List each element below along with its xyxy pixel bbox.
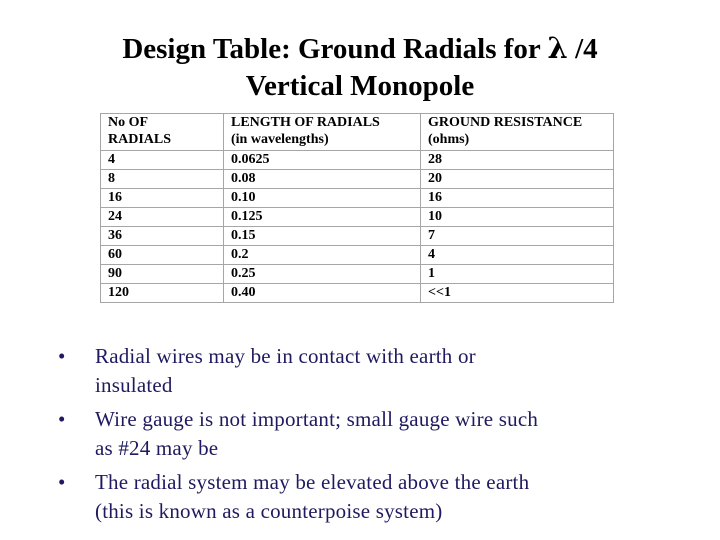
table-cell: 0.125 <box>224 208 421 227</box>
bullet-dot-icon: • <box>58 407 66 431</box>
bullet-text-line: insulated <box>95 373 173 397</box>
lambda-symbol: λ <box>547 31 568 65</box>
table-cell: 0.25 <box>224 265 421 284</box>
table-cell: 24 <box>101 208 224 227</box>
table-cell: 16 <box>101 189 224 208</box>
table-cell: 20 <box>421 170 614 189</box>
header-text: GROUND RESISTANCE <box>428 115 583 130</box>
title-line-1 <box>0 30 720 68</box>
table-cell: 0.40 <box>224 284 421 303</box>
table-cell: 16 <box>421 189 614 208</box>
title-text-after: /4 <box>567 33 598 65</box>
table-cell: 0.08 <box>224 170 421 189</box>
header-cell-radials <box>101 114 224 151</box>
table-row <box>101 227 614 246</box>
table-cell: 28 <box>421 151 614 170</box>
bullet-dot-icon: • <box>58 344 66 368</box>
bullet-dot-icon: • <box>58 470 66 494</box>
table-cell: 4 <box>421 246 614 265</box>
table-cell: 0.15 <box>224 227 421 246</box>
design-table <box>100 113 614 303</box>
bullet-text-line: (this is known as a counterpoise system) <box>95 499 443 523</box>
table-row <box>101 208 614 227</box>
table-row <box>101 170 614 189</box>
header-cell-length <box>224 114 421 151</box>
table-row <box>101 189 614 208</box>
table-cell: 0.0625 <box>224 151 421 170</box>
table-cell: 4 <box>101 151 224 170</box>
table-cell: 1 <box>421 265 614 284</box>
header-text: LENGTH OF RADIALS <box>231 115 380 130</box>
table-cell: 10 <box>421 208 614 227</box>
table-cell: <<1 <box>421 284 614 303</box>
table-row <box>101 151 614 170</box>
header-cell-resistance <box>421 114 614 151</box>
table-row <box>101 246 614 265</box>
table-row <box>101 284 614 303</box>
bullet-item <box>58 468 658 526</box>
title-text-before: Design Table: Ground Radials for <box>122 33 548 65</box>
table-cell: 60 <box>101 246 224 265</box>
bullet-list <box>58 342 658 531</box>
table-cell: 36 <box>101 227 224 246</box>
table-cell: 0.10 <box>224 189 421 208</box>
header-text: (ohms) <box>428 132 470 147</box>
bullet-text-line: Radial wires may be in contact with earth or <box>95 344 476 368</box>
bullet-item <box>58 342 658 400</box>
bullet-text-line: as #24 may be <box>95 436 219 460</box>
table-row <box>101 265 614 284</box>
header-text: RADIALS <box>108 132 172 147</box>
table-cell: 120 <box>101 284 224 303</box>
bullet-text-line: The radial system may be elevated above the earth <box>95 470 530 494</box>
header-text: No OF <box>108 115 149 130</box>
table-header-row <box>101 114 614 151</box>
header-text: (in wavelengths) <box>231 132 329 147</box>
bullet-text-line: Wire gauge is not important; small gauge wire such <box>95 407 539 431</box>
table-cell: 90 <box>101 265 224 284</box>
slide-title <box>0 30 720 105</box>
bullet-item <box>58 405 658 463</box>
table-cell: 0.2 <box>224 246 421 265</box>
table-cell: 8 <box>101 170 224 189</box>
title-line-2: Vertical Monopole <box>245 70 475 102</box>
table-cell: 7 <box>421 227 614 246</box>
